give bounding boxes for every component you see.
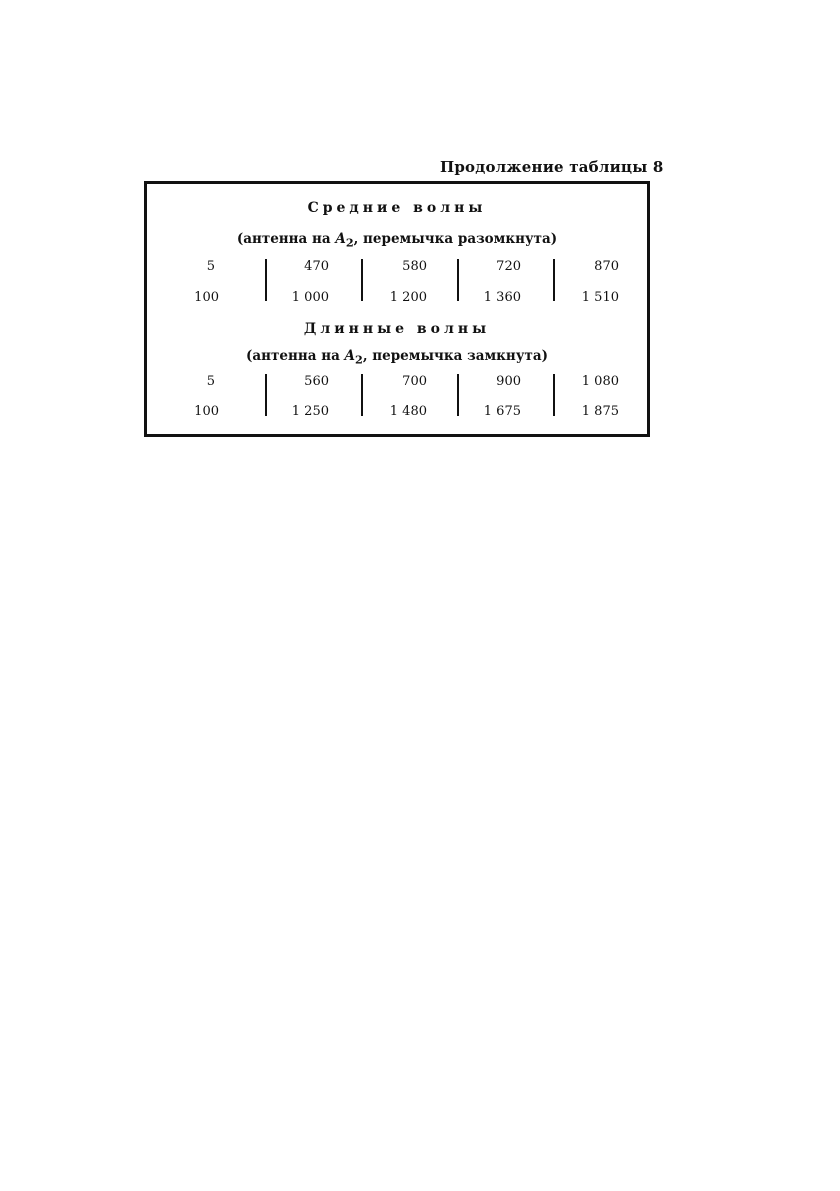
column-divider — [361, 259, 363, 301]
section-note-medium-waves: (антенна на $A_2$, перемычка разомкнута) — [236, 231, 558, 250]
table-row — [147, 259, 647, 281]
table-cell: 1 250 — [291, 404, 329, 419]
section-title-medium-waves: Средние волны — [307, 200, 487, 216]
table-cell: 100 — [194, 404, 219, 419]
table-cell: 5 — [206, 374, 215, 389]
column-divider — [457, 259, 459, 301]
table-cell: 1 200 — [389, 290, 427, 305]
table-continuation-label: Продолжение таблицы 8 — [440, 158, 664, 176]
table-row — [147, 374, 647, 396]
section-note-long-waves: (антенна на $A_2$, перемычка замкнута) — [246, 348, 548, 367]
table-cell: 560 — [304, 374, 329, 389]
table-cell: 700 — [402, 374, 427, 389]
table-cell: 1 480 — [389, 404, 427, 419]
table-cell: 1 000 — [291, 290, 329, 305]
column-divider — [265, 259, 267, 301]
column-divider — [553, 259, 555, 301]
table-row — [147, 290, 647, 312]
table-cell: 100 — [194, 290, 219, 305]
table-cell: 900 — [496, 374, 521, 389]
table-cell: 1 510 — [581, 290, 619, 305]
table-cell: 5 — [206, 259, 215, 274]
section-title-long-waves: Длинные волны — [303, 321, 491, 337]
table-cell: 470 — [304, 259, 329, 274]
table-cell: 870 — [594, 259, 619, 274]
table-cell: 580 — [402, 259, 427, 274]
table-cell: 720 — [496, 259, 521, 274]
table-cell: 1 675 — [483, 404, 521, 419]
column-divider — [457, 374, 459, 416]
column-divider — [553, 374, 555, 416]
column-divider — [265, 374, 267, 416]
table-cell: 1 080 — [581, 374, 619, 389]
table-cell: 1 360 — [483, 290, 521, 305]
table-row — [147, 404, 647, 426]
column-divider — [361, 374, 363, 416]
table-cell: 1 875 — [581, 404, 619, 419]
data-table — [144, 181, 650, 437]
